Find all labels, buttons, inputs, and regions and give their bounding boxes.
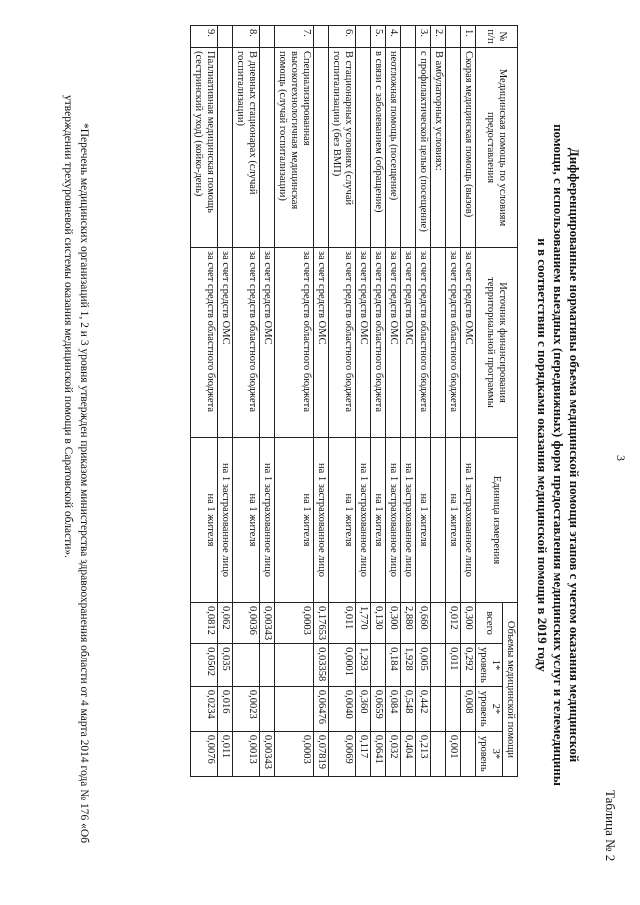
row-source: за счет средств ОМС xyxy=(386,248,401,438)
row-condition: с профилактической целью (посещение) xyxy=(416,48,431,248)
row-number: 8. xyxy=(233,26,260,48)
row-level1: 0,184 xyxy=(386,644,401,687)
table-row xyxy=(446,26,461,777)
row-source xyxy=(431,248,446,438)
row-level1 xyxy=(371,644,386,687)
row-level3: 0,00343 xyxy=(260,731,275,776)
row-total: 2,880 xyxy=(401,603,416,644)
table-row xyxy=(371,26,386,777)
row-unit: на 1 жителя xyxy=(329,438,356,603)
row-total: 0,0812 xyxy=(191,603,218,644)
row-level3: 0,0003 xyxy=(275,731,314,776)
row-unit: на 1 застрахованное лицо xyxy=(386,438,401,603)
row-level2: 0,0234 xyxy=(191,686,218,731)
table-row xyxy=(191,26,218,777)
row-number: 1. xyxy=(461,26,476,48)
row-source: за счет средств областного бюджета xyxy=(416,248,431,438)
row-source: за счет средств областного бюджета xyxy=(191,248,218,438)
table-row xyxy=(260,26,275,777)
row-total: 0,012 xyxy=(446,603,461,644)
row-unit xyxy=(431,438,446,603)
table-row xyxy=(314,26,329,777)
row-unit: на 1 жителя xyxy=(446,438,461,603)
row-unit: на 1 застрахованное лицо xyxy=(356,438,371,603)
row-number xyxy=(218,26,233,48)
row-level3: 0,032 xyxy=(386,731,401,776)
row-total: 0,062 xyxy=(218,603,233,644)
row-level1: 0,03358 xyxy=(314,644,329,687)
table-row xyxy=(233,26,260,777)
row-number xyxy=(260,26,275,48)
table-row xyxy=(416,26,431,777)
row-total: 0,00343 xyxy=(260,603,275,644)
table-header xyxy=(476,26,518,777)
row-total: 0,17653 xyxy=(314,603,329,644)
row-number: 5. xyxy=(371,26,386,48)
row-level3: 0,0013 xyxy=(233,731,260,776)
header-unit: Единица измерения xyxy=(476,438,518,603)
row-number: 2. xyxy=(431,26,446,48)
row-level1: 0,005 xyxy=(416,644,431,687)
volume-table xyxy=(190,25,518,777)
row-level3: 0,0641 xyxy=(371,731,386,776)
row-level3: 0,213 xyxy=(416,731,431,776)
row-level1 xyxy=(260,644,275,687)
row-condition xyxy=(356,48,371,248)
row-level1: 1,293 xyxy=(356,644,371,687)
row-total: 0,300 xyxy=(461,603,476,644)
row-level3: 0,404 xyxy=(401,731,416,776)
row-level3 xyxy=(461,731,476,776)
row-level2: 0,084 xyxy=(386,686,401,731)
page-number: 3 xyxy=(614,455,628,461)
row-level2 xyxy=(275,686,314,731)
row-level1: 0,011 xyxy=(446,644,461,687)
row-level1: 0,0001 xyxy=(329,644,356,687)
row-level2: 0,008 xyxy=(461,686,476,731)
table-label: Таблица № 2 xyxy=(603,790,618,862)
row-level2 xyxy=(446,686,461,731)
row-unit: на 1 жителя xyxy=(233,438,260,603)
table-row xyxy=(431,26,446,777)
row-level3: 0,07819 xyxy=(314,731,329,776)
row-source: за счет средств ОМС xyxy=(356,248,371,438)
row-level3: 0,0076 xyxy=(191,731,218,776)
row-level2: 0,0040 xyxy=(329,686,356,731)
header-level3: 3* уровень xyxy=(476,731,503,776)
header-condition: Медицинская помощь по условиям предоставления xyxy=(476,48,518,248)
row-unit: на 1 застрахованное лицо xyxy=(218,438,233,603)
row-total: 1,770 xyxy=(356,603,371,644)
row-level2: 0,06476 xyxy=(314,686,329,731)
row-level2 xyxy=(431,686,446,731)
row-number xyxy=(446,26,461,48)
table-body xyxy=(191,26,476,777)
row-level2: 0,016 xyxy=(218,686,233,731)
row-source: за счет средств областного бюджета xyxy=(275,248,314,438)
title-line: Дифференцированные нормативы объема медицинской помощи этапов с учетом оказания медицинской xyxy=(567,147,582,763)
row-unit: на 1 жителя xyxy=(275,438,314,603)
row-source: за счет средств областного бюджета xyxy=(446,248,461,438)
row-level1: 0,292 xyxy=(461,644,476,687)
row-level3 xyxy=(431,731,446,776)
row-level1 xyxy=(233,644,260,687)
row-number xyxy=(401,26,416,48)
row-unit: на 1 жителя xyxy=(416,438,431,603)
row-number: 4. xyxy=(386,26,401,48)
table-row xyxy=(275,26,314,777)
row-unit: на 1 жителя xyxy=(191,438,218,603)
row-number: 6. xyxy=(329,26,356,48)
row-level1 xyxy=(275,644,314,687)
row-level3: 0,001 xyxy=(446,731,461,776)
row-total: 0,011 xyxy=(329,603,356,644)
row-source: за счет средств ОМС xyxy=(314,248,329,438)
footnote: *Перечень медицинских организаций 1, 2 и 3 уровня утвержден приказом министерства здравоохранения области от 4 марта 2014 года № 176 «Об утверждении трехуровневой системы оказания медицинской помощи в Саратовской области». xyxy=(62,95,90,844)
row-source: за счет средств ОМС xyxy=(218,248,233,438)
header-source: Источник финансирования территориальной программы xyxy=(476,248,518,438)
header-total: всего xyxy=(476,603,503,644)
table-row xyxy=(356,26,371,777)
table-row xyxy=(386,26,401,777)
row-source: за счет средств ОМС xyxy=(401,248,416,438)
row-condition: Скорая медицинская помощь (вызов) xyxy=(461,48,476,248)
row-unit: на 1 застрахованное лицо xyxy=(260,438,275,603)
row-condition: В дневных стационарах (случай госпитализации) xyxy=(233,48,260,248)
row-number: 9. xyxy=(191,26,218,48)
document-title xyxy=(534,60,582,850)
table-row xyxy=(461,26,476,777)
row-unit: на 1 застрахованное лицо xyxy=(314,438,329,603)
row-level2: 0,0023 xyxy=(233,686,260,731)
row-condition xyxy=(260,48,275,248)
table-row xyxy=(329,26,356,777)
row-level3: 0,117 xyxy=(356,731,371,776)
row-source: за счет средств областного бюджета xyxy=(233,248,260,438)
row-unit: на 1 застрахованное лицо xyxy=(461,438,476,603)
header-volumes: Объемы медицинской помощи xyxy=(503,603,518,777)
row-level2: 0,548 xyxy=(401,686,416,731)
row-level1: 0,0502 xyxy=(191,644,218,687)
row-level2 xyxy=(260,686,275,731)
row-number: 3. xyxy=(416,26,431,48)
row-level2: 0,0659 xyxy=(371,686,386,731)
row-condition: В амбулаторных условиях: xyxy=(431,48,446,248)
row-level3: 0,011 xyxy=(218,731,233,776)
row-source: за счет средств ОМС xyxy=(461,248,476,438)
table-row xyxy=(218,26,233,777)
row-condition: в связи с заболеванием (обращение) xyxy=(371,48,386,248)
row-source: за счет средств областного бюджета xyxy=(329,248,356,438)
row-source: за счет средств ОМС xyxy=(260,248,275,438)
row-number xyxy=(356,26,371,48)
row-condition xyxy=(401,48,416,248)
row-total: 0,0003 xyxy=(275,603,314,644)
row-number xyxy=(314,26,329,48)
row-level2: 0,442 xyxy=(416,686,431,731)
row-condition: Паллиативная медицинская помощь (сестринский уход) (койко-день) xyxy=(191,48,218,248)
row-total: 0,660 xyxy=(416,603,431,644)
row-total: 0,0036 xyxy=(233,603,260,644)
row-condition: Специализированная высокотехнологичная медицинская помощь (случай госпитализации) xyxy=(275,48,314,248)
row-source: за счет средств областного бюджета xyxy=(371,248,386,438)
row-level1: 0,035 xyxy=(218,644,233,687)
row-total: 0,130 xyxy=(371,603,386,644)
row-unit: на 1 застрахованное лицо xyxy=(401,438,416,603)
row-condition: В стационарных условиях (случай госпитализации) (без ВМП) xyxy=(329,48,356,248)
row-condition xyxy=(314,48,329,248)
title-line: помощи, с использованием выездных (передвижных) форм предоставления медицинских услуг и телемедицины xyxy=(551,124,566,786)
table-row xyxy=(401,26,416,777)
row-unit: на 1 жителя xyxy=(371,438,386,603)
row-level3: 0,0069 xyxy=(329,731,356,776)
header-level2: 2* уровень xyxy=(476,686,503,731)
header-no: № п/п xyxy=(476,26,518,48)
row-total: 0,300 xyxy=(386,603,401,644)
row-number: 7. xyxy=(275,26,314,48)
row-total xyxy=(431,603,446,644)
row-level1: 1,928 xyxy=(401,644,416,687)
header-level1: 1* уровень xyxy=(476,644,503,687)
row-level2: 0,360 xyxy=(356,686,371,731)
row-condition xyxy=(218,48,233,248)
title-line: и в соответствии с порядками оказания медицинской помощи в 2019 году xyxy=(535,238,550,672)
row-level1 xyxy=(431,644,446,687)
row-condition xyxy=(446,48,461,248)
row-condition: неотложная помощь (посещение) xyxy=(386,48,401,248)
